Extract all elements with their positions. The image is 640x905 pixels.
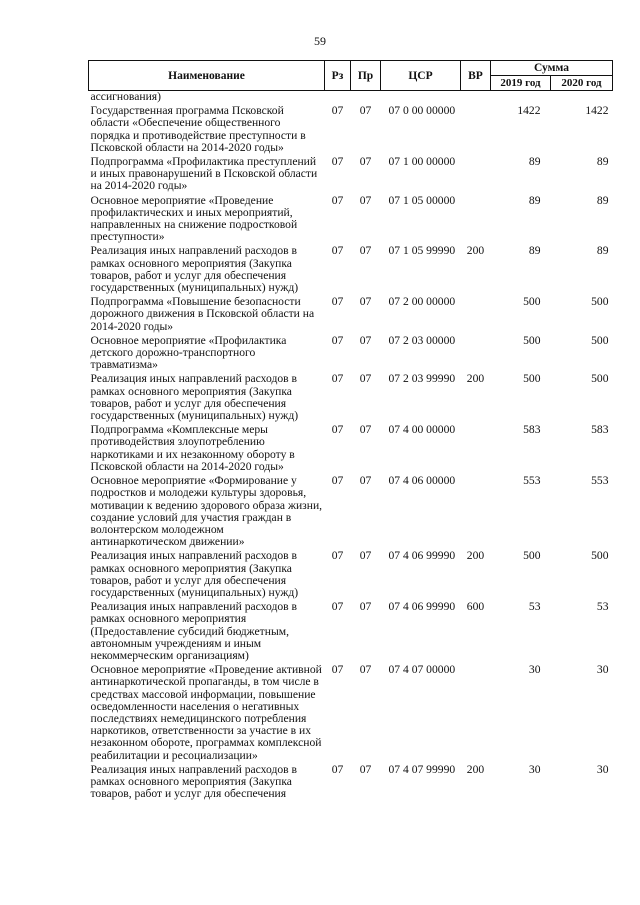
cell-name: Реализация иных направлений расходов в рамках основного мероприятия (Закупка товаров, работ и услуг для обеспечения государственных (муниципальных) нужд)	[90, 372, 299, 423]
cell-pr: 07	[359, 663, 372, 677]
cell-vr	[461, 475, 491, 550]
cell-rz: 07	[331, 663, 344, 677]
table-header	[89, 61, 613, 91]
header-rz: Рз	[325, 61, 351, 91]
cell-name: Подпрограмма «Комплексные меры противодействия злоупотреблению наркотиками и их незаконному обороту в Псковской области на 2014-2020 годы»	[90, 423, 295, 473]
cell-csr: 07 1 05 99990	[388, 244, 456, 258]
budget-table	[88, 60, 613, 802]
cell-2020: 89	[596, 155, 609, 169]
cell-name: Реализация иных направлений расходов в рамках основного мероприятия (Закупка товаров, работ и услуг для обеспечения государственных (муниципальных) нужд)	[90, 244, 299, 295]
table-row	[89, 156, 613, 195]
header-sum: Сумма	[491, 61, 613, 76]
cell-2019: 500	[523, 295, 541, 309]
cell-csr: 07 4 07 99990	[388, 762, 456, 776]
header-year-2020: 2020 год	[551, 76, 613, 91]
cell-2020: 89	[596, 244, 609, 258]
cell-2019: 500	[523, 372, 541, 386]
table-body	[89, 91, 613, 803]
header-year-2019: 2019 год	[491, 76, 551, 91]
cell-2019: 500	[523, 549, 541, 563]
cell-rz: 07	[331, 244, 344, 258]
cell-rz: 07	[331, 104, 344, 118]
cell-name: Реализация иных направлений расходов в рамках основного мероприятия (Предоставление субсидий бюджетным, автономным учреждениям и иным некоммерческим организациям)	[90, 600, 297, 662]
cell-rz: 07	[331, 155, 344, 169]
cell-pr: 07	[359, 295, 372, 309]
cell-2020: 500	[591, 295, 609, 309]
cell-vr	[461, 105, 491, 156]
cell-name: Основное мероприятие «Проведение профилактических и иных мероприятий, направленных на снижение подростковой преступности»	[90, 193, 298, 244]
cell-name: Основное мероприятие «Формирование у подростков и молодежи культуры здоровья, мотивации к ведению здорового образа жизни, создание условий для участия граждан в волонтерском молодежном антинаркотическом движении»	[90, 474, 323, 549]
cell-name: Подпрограмма «Повышение безопасности дорожного движения в Псковской области на 2014-2020 годы»	[90, 295, 315, 333]
cell-csr: 07 0 00 00000	[388, 104, 456, 118]
cell-csr: 07 4 06 00000	[388, 474, 456, 488]
cell-vr: 200	[466, 762, 485, 776]
cell-2019: 89	[528, 155, 541, 169]
cell-2020: 1422	[585, 104, 609, 118]
table-row	[89, 105, 613, 156]
cell-csr: 07 4 00 00000	[388, 423, 456, 437]
cell-name: Подпрограмма «Профилактика преступлений и иных правонарушений в Псковской области на 2014-2020 годы»	[90, 155, 318, 193]
cell-2020: 553	[591, 474, 609, 488]
cell-vr	[461, 424, 491, 475]
cell-2019: 89	[528, 193, 541, 207]
cell-2020: 30	[596, 663, 609, 677]
budget-table-container	[88, 60, 612, 802]
table-row	[89, 296, 613, 335]
table-row	[89, 91, 613, 106]
cell-name: Основное мероприятие «Проведение активной антинаркотической пропаганды, в том числе в средствах массовой информации, повышение осведомленности населения о негативных последствиях немедицинского потребления наркотиков, ответственности за участие в их незаконном обороте, программах комплексной реабилитации и ресоциализации»	[90, 663, 322, 762]
cell-pr: 07	[359, 372, 372, 386]
cell-pr: 07	[359, 474, 372, 488]
cell-2019: 1422	[517, 104, 541, 118]
cell-rz: 07	[331, 423, 344, 437]
cell-vr: 200	[466, 549, 485, 563]
cell-pr: 07	[359, 244, 372, 258]
cell-name: Основное мероприятие «Профилактика детского дорожно-транспортного травматизма»	[90, 333, 287, 372]
table-row	[89, 245, 613, 296]
cell-2020: 30	[596, 762, 609, 776]
table-row	[89, 601, 613, 664]
cell-csr: 07 1 00 00000	[388, 155, 456, 169]
cell-2020: 89	[596, 193, 609, 207]
cell-csr: 07 2 00 00000	[388, 295, 456, 309]
cell-pr: 07	[359, 193, 372, 207]
cell-rz: 07	[331, 549, 344, 563]
cell-pr: 07	[359, 600, 372, 614]
table-row	[89, 664, 613, 764]
cell-csr: 07 1 05 00000	[388, 193, 456, 207]
cell-2019: 553	[523, 474, 541, 488]
table-row	[89, 550, 613, 601]
cell-vr	[461, 195, 491, 246]
table-row	[89, 475, 613, 550]
cell-name: Реализация иных направлений расходов в рамках основного мероприятия (Закупка товаров, работ и услуг для обеспечения	[90, 762, 297, 801]
cell-csr	[381, 91, 461, 106]
cell-2020: 500	[591, 372, 609, 386]
cell-csr: 07 4 07 00000	[388, 663, 456, 677]
cell-2019: 583	[523, 423, 541, 437]
table-row	[89, 424, 613, 475]
cell-pr: 07	[359, 155, 372, 169]
page-number: 59	[314, 34, 326, 48]
table-row	[89, 335, 613, 374]
cell-pr: 07	[359, 333, 372, 347]
cell-rz	[325, 91, 351, 106]
cell-vr: 600	[466, 600, 485, 614]
header-name: Наименование	[89, 61, 325, 91]
cell-name: Реализация иных направлений расходов в рамках основного мероприятия (Закупка товаров, работ и услуг для обеспечения государственных (муниципальных) нужд)	[90, 549, 299, 599]
cell-rz: 07	[331, 333, 344, 347]
cell-vr: 200	[466, 372, 485, 386]
table-row	[89, 195, 613, 246]
cell-pr	[351, 91, 381, 106]
cell-2019: 89	[528, 244, 541, 258]
cell-vr: 200	[466, 244, 485, 258]
cell-2019: 53	[528, 600, 541, 614]
cell-2019	[491, 91, 551, 106]
cell-2020	[551, 91, 613, 106]
cell-2019: 30	[528, 663, 541, 677]
header-csr: ЦСР	[381, 61, 461, 91]
cell-2020: 583	[591, 423, 609, 437]
cell-name: Государственная программа Псковской области «Обеспечение общественного порядка и противодействие преступности в Псковской области на 2014-2020 годы»	[90, 104, 306, 154]
cell-rz: 07	[331, 295, 344, 309]
header-vr: ВР	[461, 61, 491, 91]
cell-rz: 07	[331, 474, 344, 488]
cell-vr	[461, 91, 491, 106]
cell-pr: 07	[359, 104, 372, 118]
table-row	[89, 764, 613, 803]
cell-rz: 07	[331, 372, 344, 386]
cell-2019: 30	[528, 762, 541, 776]
cell-vr	[461, 296, 491, 335]
cell-csr: 07 4 06 99990	[388, 600, 456, 614]
table-row	[89, 373, 613, 424]
cell-vr	[461, 664, 491, 764]
cell-rz: 07	[331, 600, 344, 614]
cell-csr: 07 2 03 00000	[388, 333, 456, 347]
cell-csr: 07 4 06 99990	[388, 549, 456, 563]
cell-rz: 07	[331, 193, 344, 207]
cell-name: ассигнования)	[90, 90, 161, 103]
cell-2020: 500	[591, 333, 609, 347]
cell-vr	[461, 156, 491, 195]
cell-2019: 500	[523, 333, 541, 347]
cell-2020: 53	[596, 600, 609, 614]
cell-pr: 07	[359, 549, 372, 563]
cell-rz: 07	[331, 762, 344, 776]
cell-pr: 07	[359, 762, 372, 776]
cell-csr: 07 2 03 99990	[388, 372, 456, 386]
cell-pr: 07	[359, 423, 372, 437]
cell-2020: 500	[591, 549, 609, 563]
header-pr: Пр	[351, 61, 381, 91]
cell-vr	[461, 335, 491, 374]
